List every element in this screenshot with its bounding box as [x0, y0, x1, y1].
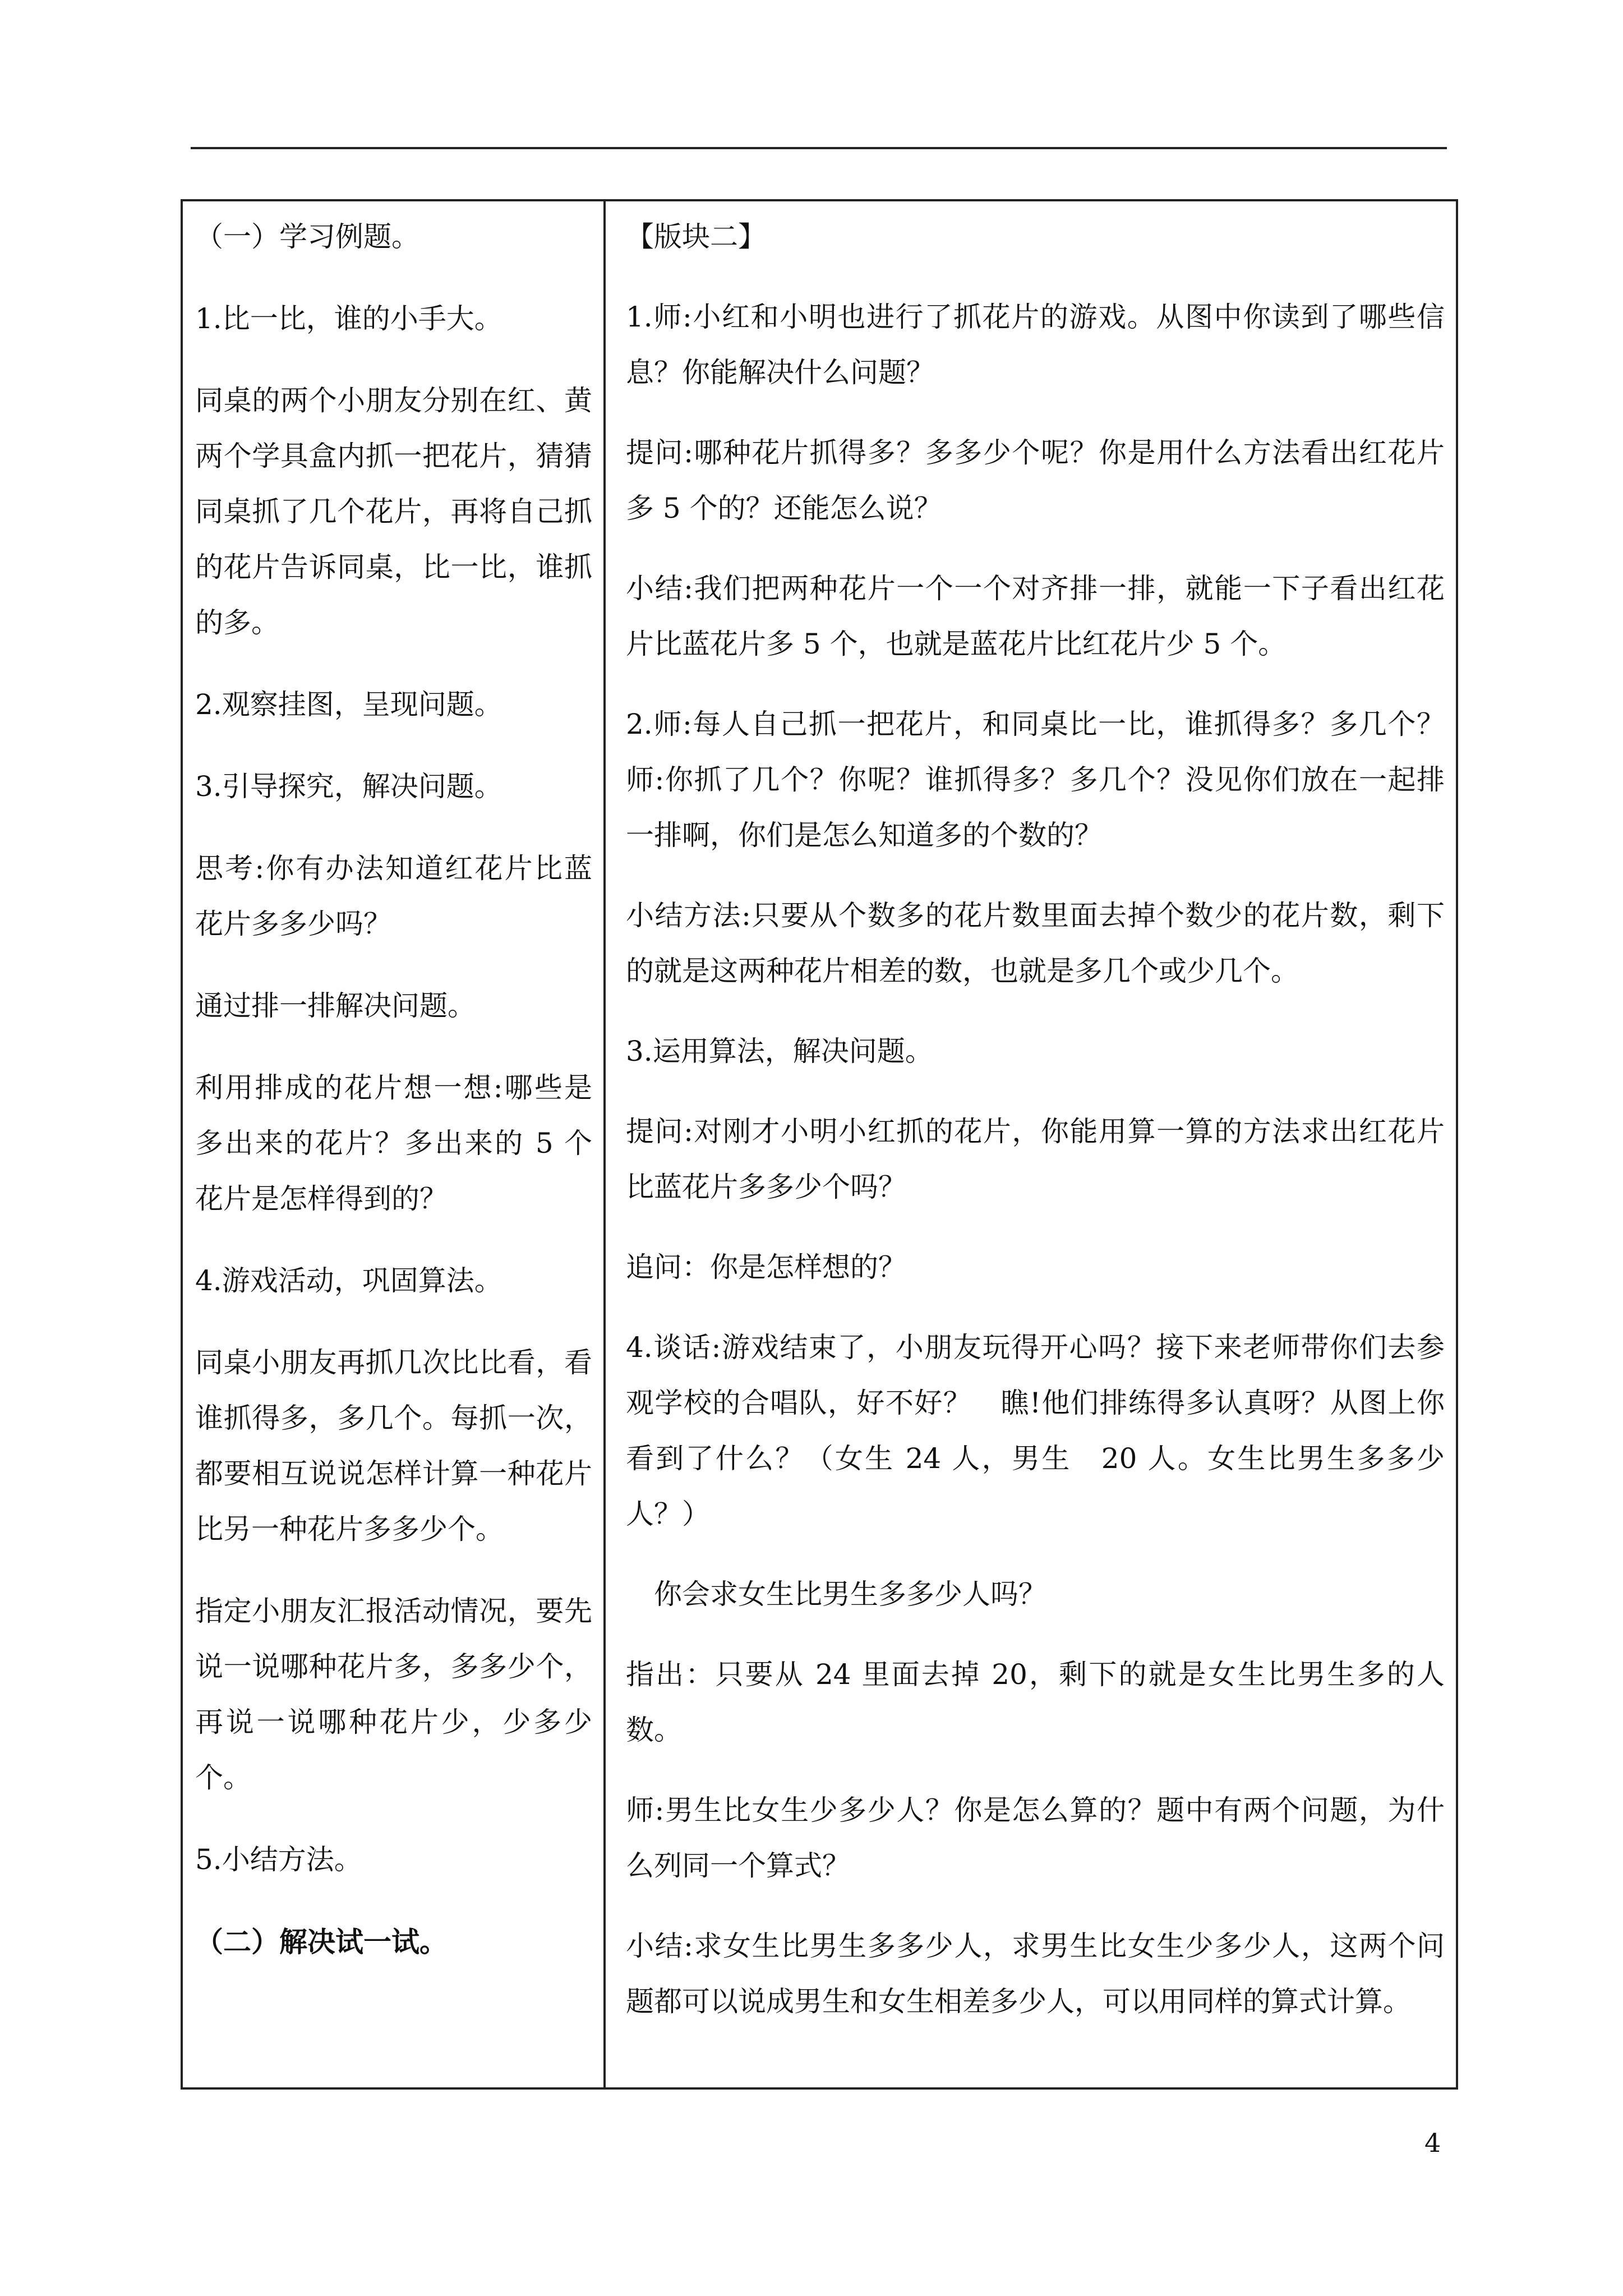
- right-paragraph: 小结:求女生比男生多多少人，求男生比女生少多少人，这两个问题都可以说成男生和女生相差多少人，可以用同样的算式计算。: [626, 1930, 1445, 2018]
- right-paragraph: 你会求女生比男生多多少人吗？: [654, 1578, 1046, 1611]
- section-heading: 【版块二】: [626, 220, 766, 253]
- left-paragraph: 4.游戏活动，巩固算法。: [195, 1264, 502, 1297]
- left-paragraph: 2.观察挂图，呈现问题。: [195, 688, 502, 721]
- right-paragraph: 提问:对刚才小明小红抓的花片，你能用算一算的方法求出红花片比蓝花片多多少个吗？: [626, 1115, 1445, 1203]
- right-paragraph: 2.师:每人自己抓一把花片，和同桌比一比，谁抓得多？多几个？师:你抓了几个？你呢？谁抓得多？多几个？没见你们放在一起排一排啊，你们是怎么知道多的个数的？: [626, 708, 1445, 852]
- right-paragraph: 1.师:小红和小明也进行了抓花片的游戏。从图中你读到了哪些信息？你能解决什么问题？: [626, 301, 1445, 389]
- lesson-plan-table: [181, 199, 1458, 2090]
- header-rule: [191, 147, 1447, 149]
- left-column: [195, 209, 592, 1996]
- right-paragraph: 追问：你是怎样想的？: [626, 1251, 906, 1283]
- left-paragraph: 1.比一比，谁的小手大。: [195, 302, 502, 335]
- right-paragraph: 4.谈话:游戏结束了，小朋友玩得开心吗？接下来老师带你们去参观学校的合唱队，好不好？ 瞧!他们排练得多认真呀？从图上你看到了什么？（女生 24 人，男生 20 人。女生比男生多多少人？）: [626, 1331, 1445, 1530]
- right-paragraph: 提问:哪种花片抓得多？多多少个呢？你是用什么方法看出红花片多 5 个的？还能怎么说？: [626, 436, 1445, 524]
- page-number: 4: [1424, 2128, 1441, 2158]
- left-paragraph: 思考:你有办法知道红花片比蓝花片多多少吗？: [195, 852, 592, 940]
- right-paragraph: 指出：只要从 24 里面去掉 20，剩下的就是女生比男生多的人数。: [626, 1658, 1445, 1746]
- left-paragraph: （一）学习例题。: [195, 220, 419, 253]
- left-paragraph: 利用排成的花片想一想:哪些是多出来的花片？多出来的 5 个花片是怎样得到的？: [195, 1071, 592, 1215]
- left-paragraph: 同桌的两个小朋友分别在红、黄两个学具盒内抓一把花片，猜猜同桌抓了几个花片，再将自己抓的花片告诉同桌，比一比，谁抓的多。: [195, 384, 592, 639]
- right-column: [626, 209, 1445, 2054]
- left-paragraph: 3.引导探究，解决问题。: [195, 770, 502, 803]
- right-paragraph: 3.运用算法，解决问题。: [626, 1035, 933, 1068]
- left-paragraph: 指定小朋友汇报活动情况，要先说一说哪种花片多，多多少个，再说一说哪种花片少，少多少个。: [195, 1595, 592, 1794]
- left-paragraph: 同桌小朋友再抓几次比比看，看谁抓得多，多几个。每抓一次，都要相互说说怎样计算一种花片比另一种花片多多少个。: [195, 1346, 592, 1545]
- left-paragraph: 5.小结方法。: [195, 1843, 362, 1876]
- right-paragraph: 师:男生比女生少多少人？你是怎么算的？题中有两个问题，为什么列同一个算式？: [626, 1794, 1445, 1882]
- right-paragraph: 小结:我们把两种花片一个一个对齐排一排，就能一下子看出红花片比蓝花片多 5 个，也就是蓝花片比红花片少 5 个。: [626, 572, 1445, 660]
- left-paragraph: 通过排一排解决问题。: [195, 990, 476, 1022]
- column-divider: [603, 201, 606, 2087]
- right-paragraph: 小结方法:只要从个数多的花片数里面去掉个数少的花片数，剩下的就是这两种花片相差的数，也就是多几个或少几个。: [626, 899, 1445, 987]
- section-heading: （二）解决试一试。: [195, 1925, 448, 1958]
